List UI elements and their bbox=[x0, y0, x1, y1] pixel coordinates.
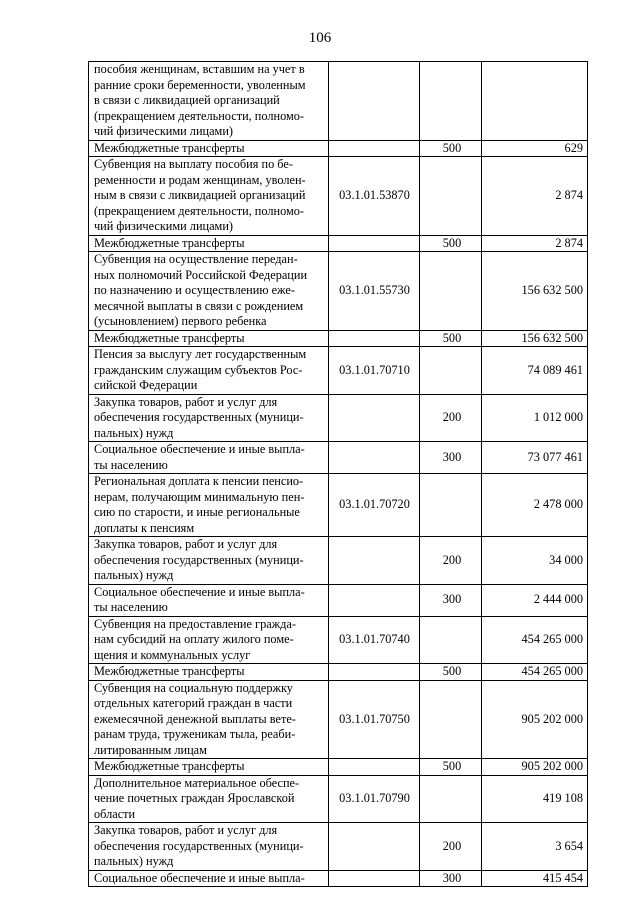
amount-cell: 34 000 bbox=[482, 537, 588, 585]
table-row bbox=[89, 157, 588, 236]
expense-type-cell: 300 bbox=[420, 870, 482, 887]
expense-type-cell bbox=[420, 775, 482, 823]
table-row bbox=[89, 664, 588, 681]
amount-cell: 2 478 000 bbox=[482, 474, 588, 537]
expense-type-cell bbox=[420, 157, 482, 236]
target-article-code-cell bbox=[329, 870, 420, 887]
target-article-code-cell: 03.1.01.53870 bbox=[329, 157, 420, 236]
expense-type-cell: 300 bbox=[420, 442, 482, 474]
expense-type-cell bbox=[420, 616, 482, 664]
expense-name-cell: Субвенция на выплату пособия по бе- ременности и родам женщинам, уволен- ным в связи с ликвидацией организаций (прекращением деятельности, полномо- чий физическими лицами) bbox=[89, 157, 329, 236]
target-article-code-cell bbox=[329, 823, 420, 871]
table-row bbox=[89, 394, 588, 442]
table-row bbox=[89, 347, 588, 395]
expense-name-cell: Субвенция на осуществление передан- ных полномочий Российской Федерации по назначению и осуществлению еже- месячной выплаты в связи с рождением (усыновлением) первого ребенка bbox=[89, 252, 329, 331]
table-row bbox=[89, 330, 588, 347]
target-article-code-cell bbox=[329, 664, 420, 681]
expense-name-cell: Межбюджетные трансферты bbox=[89, 330, 329, 347]
table-row bbox=[89, 442, 588, 474]
table-row bbox=[89, 759, 588, 776]
expense-name-cell: Социальное обеспечение и иные выпла- bbox=[89, 870, 329, 887]
target-article-code-cell bbox=[329, 330, 420, 347]
table-row bbox=[89, 235, 588, 252]
expense-type-cell: 500 bbox=[420, 664, 482, 681]
table-row bbox=[89, 252, 588, 331]
page-number: 106 bbox=[308, 30, 332, 46]
target-article-code-cell bbox=[329, 584, 420, 616]
amount-cell: 905 202 000 bbox=[482, 759, 588, 776]
expense-name-cell: Межбюджетные трансферты bbox=[89, 664, 329, 681]
amount-cell: 1 012 000 bbox=[482, 394, 588, 442]
amount-cell: 454 265 000 bbox=[482, 616, 588, 664]
amount-cell: 629 bbox=[482, 140, 588, 157]
amount-cell: 2 874 bbox=[482, 157, 588, 236]
target-article-code-cell bbox=[329, 235, 420, 252]
expense-name-cell: Закупка товаров, работ и услуг для обеспечения государственных (муници- пальных) нужд bbox=[89, 823, 329, 871]
target-article-code-cell: 03.1.01.70750 bbox=[329, 680, 420, 759]
target-article-code-cell: 03.1.01.70720 bbox=[329, 474, 420, 537]
target-article-code-cell bbox=[329, 537, 420, 585]
expense-type-cell bbox=[420, 347, 482, 395]
table-row bbox=[89, 62, 588, 141]
amount-cell: 905 202 000 bbox=[482, 680, 588, 759]
expense-name-cell: Региональная доплата к пенсии пенсио- нерам, получающим минимальную пен- сию по старости, и иные региональные доплаты к пенсиям bbox=[89, 474, 329, 537]
expense-type-cell: 500 bbox=[420, 330, 482, 347]
table-row bbox=[89, 775, 588, 823]
amount-cell: 454 265 000 bbox=[482, 664, 588, 681]
target-article-code-cell: 03.1.01.70740 bbox=[329, 616, 420, 664]
expense-type-cell: 500 bbox=[420, 140, 482, 157]
table-row bbox=[89, 584, 588, 616]
amount-cell bbox=[482, 62, 588, 141]
expense-name-cell: Межбюджетные трансферты bbox=[89, 140, 329, 157]
amount-cell: 3 654 bbox=[482, 823, 588, 871]
expense-name-cell: Межбюджетные трансферты bbox=[89, 759, 329, 776]
expense-name-cell: Субвенция на предоставление гражда- нам субсидий на оплату жилого поме- щения и коммунальных услуг bbox=[89, 616, 329, 664]
amount-cell: 419 108 bbox=[482, 775, 588, 823]
expense-type-cell: 500 bbox=[420, 235, 482, 252]
expense-type-cell bbox=[420, 474, 482, 537]
table-row bbox=[89, 616, 588, 664]
amount-cell: 74 089 461 bbox=[482, 347, 588, 395]
expense-type-cell: 500 bbox=[420, 759, 482, 776]
amount-cell: 156 632 500 bbox=[482, 252, 588, 331]
target-article-code-cell bbox=[329, 442, 420, 474]
amount-cell: 73 077 461 bbox=[482, 442, 588, 474]
expense-type-cell bbox=[420, 680, 482, 759]
target-article-code-cell: 03.1.01.70790 bbox=[329, 775, 420, 823]
expense-name-cell: Социальное обеспечение и иные выпла- ты населению bbox=[89, 442, 329, 474]
amount-cell: 156 632 500 bbox=[482, 330, 588, 347]
expense-name-cell: Дополнительное материальное обеспе- чение почетных граждан Ярославской области bbox=[89, 775, 329, 823]
expense-name-cell: Межбюджетные трансферты bbox=[89, 235, 329, 252]
target-article-code-cell bbox=[329, 62, 420, 141]
expense-type-cell: 200 bbox=[420, 537, 482, 585]
table-row bbox=[89, 870, 588, 887]
expense-type-cell bbox=[420, 62, 482, 141]
expense-name-cell: Социальное обеспечение и иные выпла- ты населению bbox=[89, 584, 329, 616]
expense-name-cell: Пенсия за выслугу лет государственным гражданским служащим субъектов Рос- сийской Федерации bbox=[89, 347, 329, 395]
target-article-code-cell bbox=[329, 394, 420, 442]
expense-name-cell: пособия женщинам, вставшим на учет в ранние сроки беременности, уволенным в связи с ликвидацией организаций (прекращением деятельности, полномо- чий физическими лицами) bbox=[89, 62, 329, 141]
expense-name-cell: Субвенция на социальную поддержку отдельных категорий граждан в части ежемесячной денежной выплаты вете- ранам труда, труженикам тыла, реаби- литированным лицам bbox=[89, 680, 329, 759]
expense-name-cell: Закупка товаров, работ и услуг для обеспечения государственных (муници- пальных) нужд bbox=[89, 394, 329, 442]
amount-cell: 2 874 bbox=[482, 235, 588, 252]
expense-type-cell: 300 bbox=[420, 584, 482, 616]
target-article-code-cell: 03.1.01.55730 bbox=[329, 252, 420, 331]
amount-cell: 415 454 bbox=[482, 870, 588, 887]
table-row bbox=[89, 680, 588, 759]
table-row bbox=[89, 537, 588, 585]
amount-cell: 2 444 000 bbox=[482, 584, 588, 616]
expense-type-cell: 200 bbox=[420, 823, 482, 871]
expense-name-cell: Закупка товаров, работ и услуг для обеспечения государственных (муници- пальных) нужд bbox=[89, 537, 329, 585]
target-article-code-cell bbox=[329, 759, 420, 776]
table-row bbox=[89, 474, 588, 537]
table-row bbox=[89, 823, 588, 871]
expense-type-cell: 200 bbox=[420, 394, 482, 442]
table-row bbox=[89, 140, 588, 157]
budget-table bbox=[88, 61, 588, 887]
target-article-code-cell: 03.1.01.70710 bbox=[329, 347, 420, 395]
budget-table-body bbox=[89, 62, 588, 887]
expense-type-cell bbox=[420, 252, 482, 331]
target-article-code-cell bbox=[329, 140, 420, 157]
